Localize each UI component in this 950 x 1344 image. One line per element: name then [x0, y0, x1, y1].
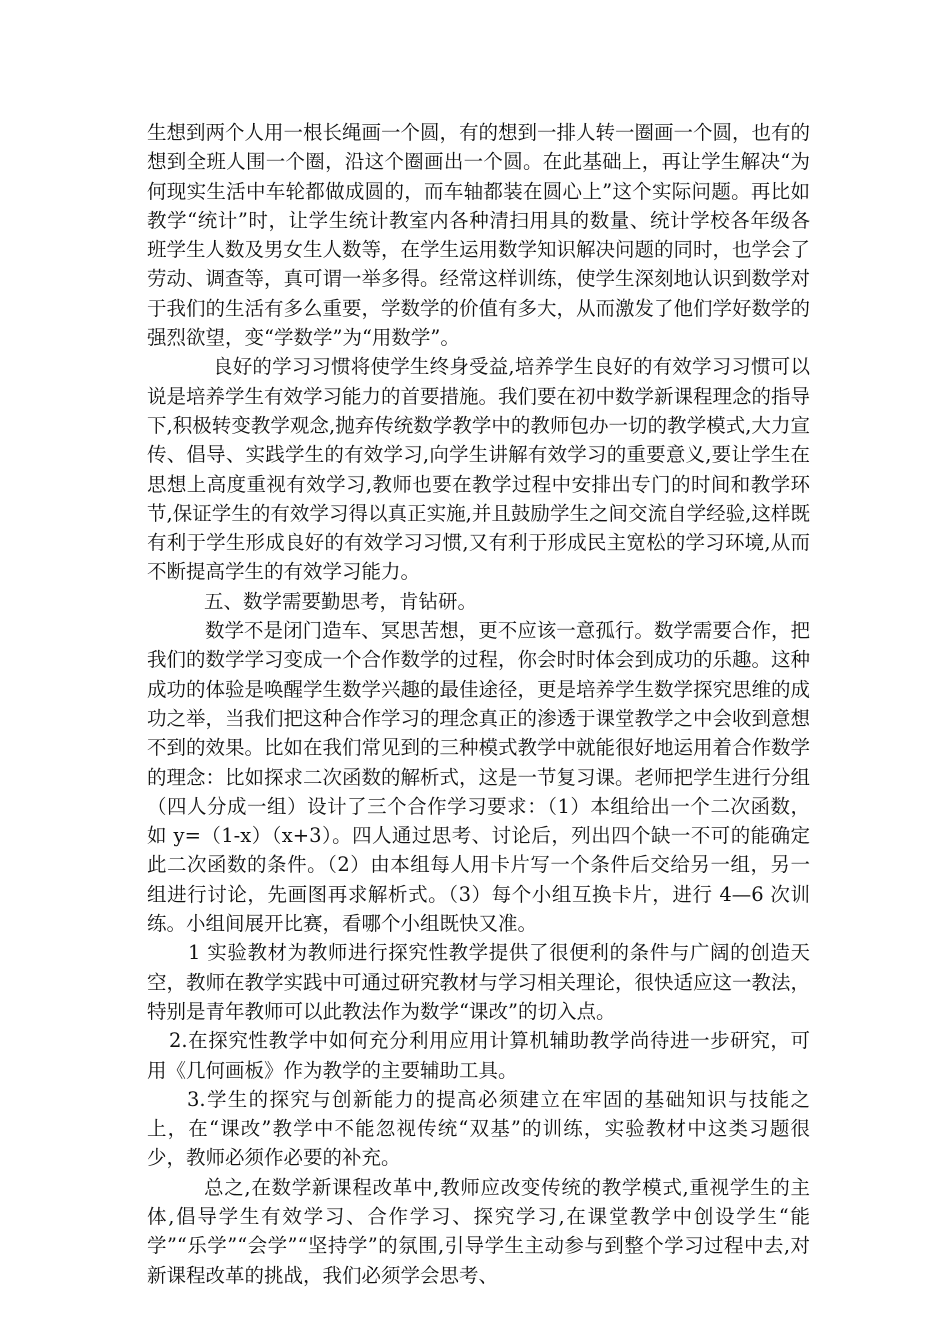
document-body [147, 118, 810, 1290]
paragraph-point-1: 1 实验教材为教师进行探究性教学提供了很便利的条件与广阔的创造天空，教师在教学实践中可通过研究教材与学习相关理论，很快适应这一教法，特别是青年教师可以此教法作为数学“课改”的切入点。 [147, 941, 811, 1023]
paragraph-point-2: 2.在探究性教学中如何充分利用应用计算机辅助教学尚待进一步研究，可用《几何画板》作为教学的主要辅助工具。 [147, 1029, 810, 1082]
paragraph-point-3: 3.学生的探究与创新能力的提高必须建立在牢固的基础知识与技能之上，在“课改”教学中不能忽视传统“双基”的训练，实验教材中这类习题很少，教师必须作必要的补充。 [147, 1087, 810, 1170]
paragraph-study-habits: 良好的学习习惯将使学生终身受益,培养学生良好的有效学习习惯可以说是培养学生有效学习能力的首要措施。我们要在初中数学新课程理念的指导下,积极转变教学观念,抛弃传统数学教学中的教师包办一切的教学模式,大力宣传、倡导、实践学生的有效学习,向学生讲解有效学习的重要意义,要让学生在思想上高度重视有效学习,教师也要在教学过程中安排出专门的时间和教学环节,保证学生的有效学习得以真正实施,并且鼓励学生之间交流自学经验,这样既有利于学生形成良好的有效学习习惯,又有利于形成民主宽松的学习环境,从而不断提高学生的有效学习能力。 [147, 355, 811, 584]
paragraph-cooperation: 数学不是闭门造车、冥思苦想，更不应该一意孤行。数学需要合作，把我们的数学学习变成一个合作数学的过程，你会时时体会到成功的乐趣。这种成功的体验是唤醒学生数学兴趣的最佳途径，更是培养学生数学探究思维的成功之举，当我们把这种合作学习的理念真正的渗透于课堂教学之中会收到意想不到的效果。比如在我们常见到的三种模式教学中就能很好地运用着合作数学的理念：比如探求二次函数的解析式，这是一节复习课。老师把学生进行分组（四人分成一组）设计了三个合作学习要求：（1）本组给出一个二次函数，如 y=（1-x）（x+3）。四人通过思考、讨论后，列出四个缺一不可的能确定此二次函数的条件。（2）由本组每人用卡片写一个条件后交给另一组，另一组进行讨论，先画图再求解析式。（3）每个小组互换卡片，进行 4—6 次训练。小组间展开比赛，看哪个小组既快又准。 [147, 619, 811, 936]
paragraph-life-math: 生想到两个人用一根长绳画一个圆，有的想到一排人转一圈画一个圆，也有的想到全班人围一个圈，沿这个圈画出一个圆。在此基础上，再让学生解决“为何现实生活中车轮都做成圆的，而车轴都装在圆心上”这个实际问题。再比如教学“统计”时，让学生统计教室内各种清扫用具的数量、统计学校各年级各班学生人数及男女生人数等，在学生运用数学知识解决问题的同时，也学会了劳动、调查等，真可谓一举多得。经常这样训练，使学生深刻地认识到数学对于我们的生活有多么重要，学数学的价值有多大，从而激发了他们学好数学的强烈欲望，变“学数学”为“用数学”。 [147, 121, 811, 350]
section-heading-five: 五、数学需要勤思考，肯钻研。 [204, 589, 478, 613]
paragraph-summary: 总之,在数学新课程改革中,教师应改变传统的教学模式,重视学生的主体,倡导学生有效学习、合作学习、探究学习,在课堂教学中创设学生“能学”“乐学”“会学”“坚持学”的氛围,引导学生主动参与到整个学习过程中去,对新课程改革的挑战，我们必须学会思考、 [147, 1175, 810, 1287]
